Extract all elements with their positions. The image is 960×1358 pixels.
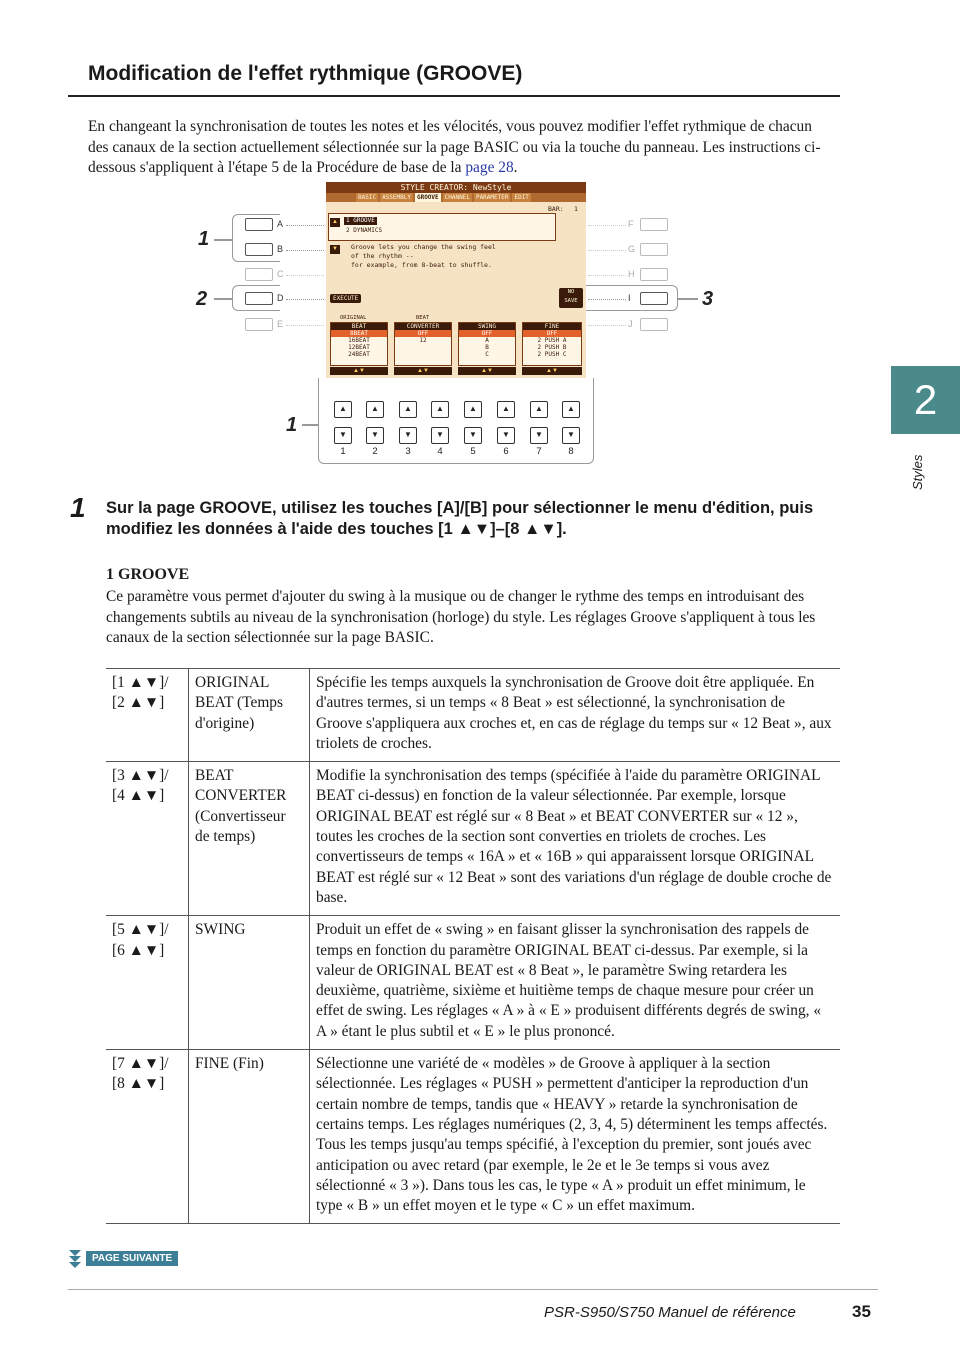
intro-end: . xyxy=(513,159,518,176)
button-a-leader xyxy=(286,225,324,226)
button-g-label: G xyxy=(628,244,636,254)
title-divider xyxy=(68,95,840,97)
button-b-label: B xyxy=(277,244,284,254)
button-2-up[interactable]: ▲ xyxy=(366,401,384,418)
table-row xyxy=(106,762,840,916)
col-beat-val-1: 16BEAT xyxy=(348,337,370,344)
step-number: 1 xyxy=(70,492,86,523)
save-label: SAVE xyxy=(564,298,578,304)
tab-parameter[interactable]: PARAMETER xyxy=(475,194,509,201)
button-8-down[interactable]: ▼ xyxy=(562,427,580,444)
button-6-up[interactable]: ▲ xyxy=(497,401,515,418)
step-instruction: Sur la page GROOVE, utilisez les touches [A]/[B] pour sélectionner le menu d'édition, puis modifiez les données à l'aide des touches [1 ▲▼]–[8 ▲▼]. xyxy=(106,499,814,538)
col-beat-val-2: 12BEAT xyxy=(348,344,370,351)
col-fine-val-1: 2 PUSH A xyxy=(537,337,567,344)
tab-channel[interactable]: CHANNEL xyxy=(444,194,470,201)
number-label-6: 6 xyxy=(503,446,509,457)
button-6-down[interactable]: ▼ xyxy=(497,427,515,444)
col-converter-val-1: 12 xyxy=(419,337,427,344)
col-beat-val-3: 24BEAT xyxy=(348,351,370,358)
button-f[interactable] xyxy=(640,218,668,231)
lcd-screen xyxy=(326,182,586,378)
save-no-label: NO xyxy=(567,289,575,295)
callout-1-bottom: 1 xyxy=(286,414,298,436)
lcd-column-swing xyxy=(458,322,516,366)
lcd-title: STYLE CREATOR: NewStyle xyxy=(326,182,586,193)
lcd-column-converter xyxy=(394,322,452,366)
callout-1-bottom-line xyxy=(302,424,318,426)
lcd-column-fine xyxy=(522,322,582,366)
original-label: ORIGINAL xyxy=(340,315,367,321)
col-swing-selected: OFF xyxy=(459,330,515,337)
col-fine-head: FINE xyxy=(523,323,581,330)
button-4-down[interactable]: ▼ xyxy=(431,427,449,444)
button-h-leader xyxy=(588,275,626,276)
row-parameter: FINE (Fin) xyxy=(189,1050,310,1224)
table-row xyxy=(106,669,840,762)
groove-description: Ce paramètre vous permet d'ajouter du swing à la musique ou de changer le rythme des temps en introduisant des changements subtils au niveau de la synchronisation (horloge) du style. Les réglages Groove s'appliquent à tous les canaux de la section sélectionnée sur la page BASIC. xyxy=(106,588,816,646)
button-d[interactable] xyxy=(245,292,273,305)
number-label-2: 2 xyxy=(372,446,378,457)
lcd-arrows-1: ▲▼ xyxy=(330,367,388,375)
footer-divider xyxy=(68,1289,878,1290)
button-3-down[interactable]: ▼ xyxy=(399,427,417,444)
button-j-leader xyxy=(588,325,626,326)
callout-2-line xyxy=(214,298,232,300)
button-3-up[interactable]: ▲ xyxy=(399,401,417,418)
row-description: Spécifie les temps auxquels la synchronisation de Groove doit être appliquée. En d'autres termes, si un temps « 8 Beat » est sélectionné, la synchronisation de Groove s'appliquera aux croches et, en cas de réglage du temps sur « 12 Beat », aux triolets de croches. xyxy=(316,674,832,752)
button-1-down[interactable]: ▼ xyxy=(334,427,352,444)
col-beat-selected: 8BEAT xyxy=(331,330,387,337)
button-e[interactable] xyxy=(245,318,273,331)
col-fine-val-2: 2 PUSH B xyxy=(537,344,567,351)
button-a[interactable] xyxy=(245,218,273,231)
button-i-leader xyxy=(588,299,626,300)
button-7-up[interactable]: ▲ xyxy=(530,401,548,418)
bar-value: 1 xyxy=(574,205,578,213)
row-description: Produit un effet de « swing » en faisant glisser la synchronisation des rappels de temps en fonction du paramètre ORIGINAL BEAT ci-dessus. Par exemple, si la valeur de ORIGINAL BEAT est « 8 Beat », le paramètre Swing retardera les deuxième, quatrième, sixième et huitième temps de chaque mesure pour créer un effet de swing. Les réglages « A » à « E » produisent différents degrés de swing, « A » étant le plus subtil et « E » le plus prononcé. xyxy=(316,921,822,1040)
chapter-label xyxy=(908,448,932,498)
number-label-3: 3 xyxy=(405,446,411,457)
chapter-label-text: Styles xyxy=(910,454,925,490)
row-keys: [3 ▲▼]/ [4 ▲▼] xyxy=(112,767,169,805)
button-f-leader xyxy=(588,225,626,226)
button-j[interactable] xyxy=(640,318,668,331)
section-title: Modification de l'effet rythmique (GROOVE) xyxy=(88,62,523,85)
lcd-arrows-2: ▲▼ xyxy=(394,367,452,375)
number-label-5: 5 xyxy=(470,446,476,457)
tab-basic[interactable]: BASIC xyxy=(358,194,377,201)
lcd-column-beat xyxy=(330,322,388,366)
number-label-4: 4 xyxy=(437,446,443,457)
page-28-link[interactable]: page 28 xyxy=(465,159,514,176)
callout-3: 3 xyxy=(702,288,714,310)
button-2-down[interactable]: ▼ xyxy=(366,427,384,444)
button-g[interactable] xyxy=(640,243,668,256)
button-d-label: D xyxy=(277,293,284,303)
button-b-leader xyxy=(286,250,324,251)
lcd-tab-bar xyxy=(326,193,586,202)
button-b[interactable] xyxy=(245,243,273,256)
execute-button[interactable]: EXECUTE xyxy=(330,294,361,303)
row-parameter: ORIGINAL BEAT (Temps d'origine) xyxy=(189,669,310,762)
button-e-leader xyxy=(286,325,324,326)
button-4-up[interactable]: ▲ xyxy=(431,401,449,418)
save-button[interactable] xyxy=(559,288,583,308)
callout-2: 2 xyxy=(196,288,208,310)
menu-down-arrow: ▼ xyxy=(330,245,340,254)
tab-groove[interactable]: GROOVE xyxy=(416,194,439,201)
button-8-up[interactable]: ▲ xyxy=(562,401,580,418)
col-converter-head: CONVERTER xyxy=(395,323,451,330)
col-swing-val-3: C xyxy=(485,351,489,358)
button-i[interactable] xyxy=(640,292,668,305)
row-parameter: SWING xyxy=(189,916,310,1050)
number-label-1: 1 xyxy=(340,446,346,457)
callout-1-top-line xyxy=(214,239,232,241)
menu-groove[interactable]: 1 GROOVE xyxy=(346,217,375,224)
table-row xyxy=(106,1050,840,1224)
row-description: Modifie la synchronisation des temps (spécifiée à l'aide du paramètre ORIGINAL BEAT ci-dessus) en fonction de la valeur sélectionnée. Par exemple, lorsque ORIGINAL BEAT est réglé sur « 8 Beat » et BEAT CONVERTER sur « 12 », toutes les croches de la section sont converties en triolets de croches. Les convertisseurs de temps « 16A » et « 16B » qui apparaissent lorsque ORIGINAL BEAT est réglé sur « 12 Beat » sont des variations d'un réglage de double croche de base. xyxy=(316,767,832,906)
button-i-label: I xyxy=(628,293,631,303)
button-g-leader xyxy=(588,250,626,251)
lcd-arrows-4: ▲▼ xyxy=(522,367,582,375)
row-keys: [1 ▲▼]/ [2 ▲▼] xyxy=(112,674,169,712)
footer-manual-title: PSR-S950/S750 Manuel de référence xyxy=(544,1304,796,1321)
groove-heading: 1 GROOVE xyxy=(106,566,190,583)
menu-dynamics[interactable]: 2 DYNAMICS xyxy=(346,227,383,234)
callout-1-top: 1 xyxy=(198,228,210,250)
number-label-8: 8 xyxy=(568,446,574,457)
menu-up-arrow: ▲ xyxy=(330,218,340,227)
table-row xyxy=(106,916,840,1050)
beat-overhead-label: BEAT xyxy=(416,315,430,321)
parameter-table xyxy=(106,668,840,1224)
number-buttons-panel xyxy=(318,378,594,464)
chapter-tab: 2 xyxy=(891,366,960,434)
button-a-label: A xyxy=(277,219,284,229)
row-description: Sélectionne une variété de « modèles » de Groove à appliquer à la section sélectionnée. Les réglages « PUSH » permettent d'anticiper la reproduction d'un certain nombre de temps, tandis que « HEAVY » retarde la synchronisation de certains temps. Les réglages numériques (2, 3, 4, 5) déterminent les temps affectés. Tous les temps jusqu'au temps spécifié, à l'exception du premier, sont joués avec anticipation ou avec retard (par exemple, le 2e et le 3e temps si vous avez sélectionné « 3 »). Dans tous les cas, le type « A » produit un effet minimum, le type « B » un effet moyen et le type « C » un effet maximum. xyxy=(316,1055,828,1215)
button-c-leader xyxy=(286,275,324,276)
button-h-label: H xyxy=(628,269,635,279)
button-e-label: E xyxy=(277,319,284,329)
col-swing-val-1: A xyxy=(485,337,489,344)
col-fine-selected: OFF xyxy=(523,330,581,337)
row-keys: [5 ▲▼]/ [6 ▲▼] xyxy=(112,921,169,959)
intro-text: En changeant la synchronisation de toutes les notes et les vélocités, vous pouvez modifier l'effet rythmique de chacun des canaux de la section actuellement sélectionnée sur la page BASIC ou via la touche du panneau. Les instructions ci-dessous s'appliquent à l'étape 5 de la Procédure de base de la xyxy=(88,118,821,176)
row-parameter: BEAT CONVERTER (Convertisseur de temps) xyxy=(189,762,310,916)
button-7-down[interactable]: ▼ xyxy=(530,427,548,444)
page-number: 35 xyxy=(852,1302,871,1321)
number-label-7: 7 xyxy=(536,446,542,457)
help-line-1: Groove lets you change the swing feel xyxy=(351,243,496,251)
intro-paragraph xyxy=(88,117,828,179)
col-swing-val-2: B xyxy=(485,344,489,351)
help-line-2: of the rhythm -- xyxy=(351,252,414,260)
col-swing-head: SWING xyxy=(459,323,515,330)
button-5-down[interactable]: ▼ xyxy=(464,427,482,444)
button-1-up[interactable]: ▲ xyxy=(334,401,352,418)
button-5-up[interactable]: ▲ xyxy=(464,401,482,418)
callout-3-line xyxy=(678,298,698,300)
bar-label: BAR: xyxy=(548,205,564,213)
button-c-label: C xyxy=(277,269,284,279)
col-fine-val-3: 2 PUSH C xyxy=(537,351,567,358)
col-beat-head: BEAT xyxy=(331,323,387,330)
button-c[interactable] xyxy=(245,268,273,281)
button-h[interactable] xyxy=(640,268,668,281)
button-j-label: J xyxy=(628,319,633,329)
tab-edit[interactable]: EDIT xyxy=(514,194,529,201)
help-line-3: for example, from 8-beat to shuffle. xyxy=(351,261,492,269)
button-d-leader xyxy=(286,299,324,300)
col-converter-selected: OFF xyxy=(395,330,451,337)
next-page-label[interactable]: PAGE SUIVANTE xyxy=(86,1251,178,1266)
button-f-label: F xyxy=(628,219,634,229)
tab-assembly[interactable]: ASSEMBLY xyxy=(382,194,411,201)
row-keys: [7 ▲▼]/ [8 ▲▼] xyxy=(112,1055,169,1093)
next-page-arrows-icon xyxy=(68,1249,84,1269)
lcd-arrows-3: ▲▼ xyxy=(458,367,516,375)
